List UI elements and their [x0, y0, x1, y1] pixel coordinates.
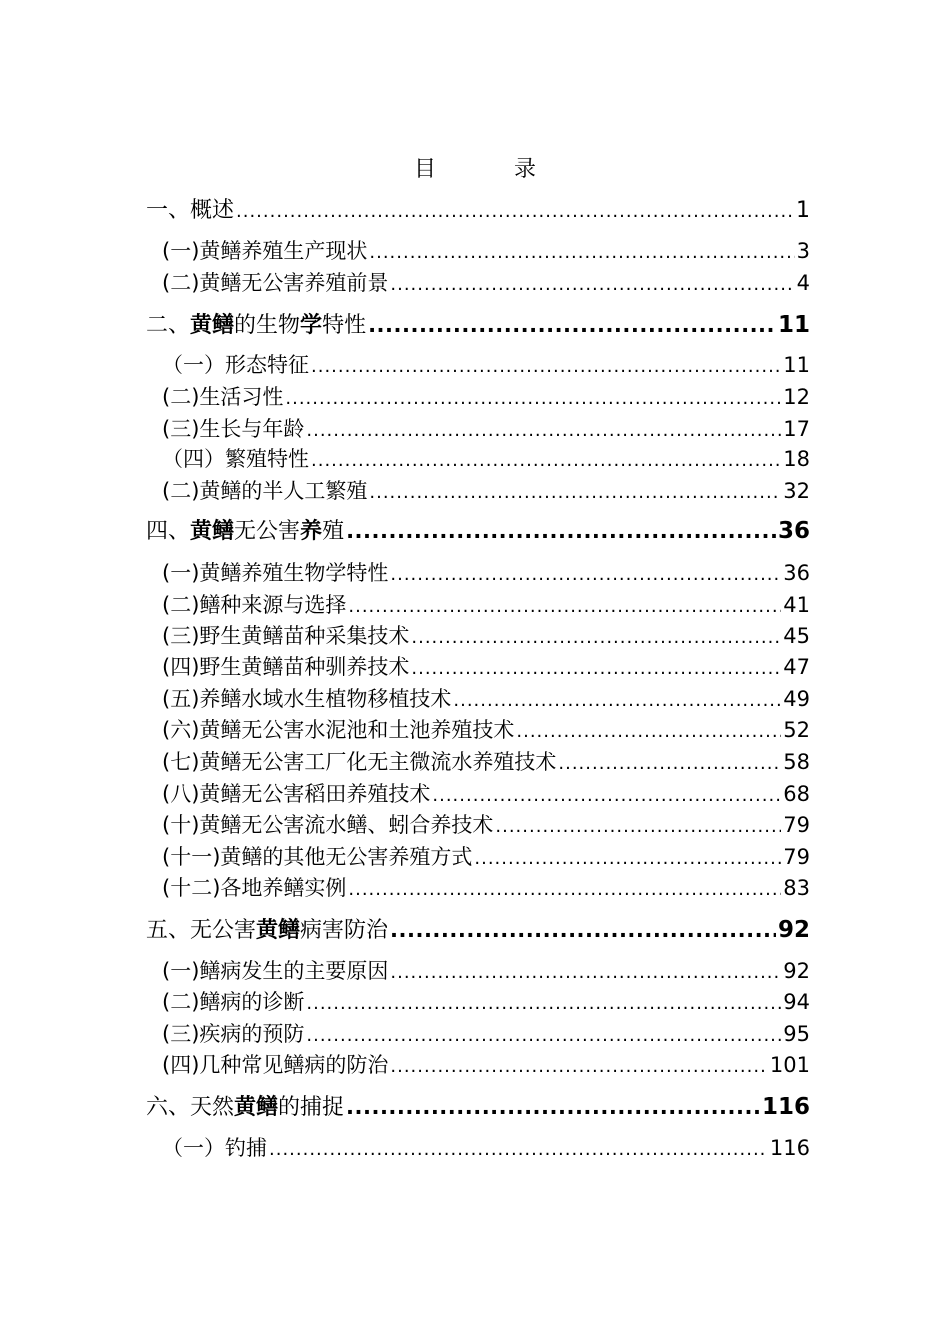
dot-leader [390, 270, 794, 300]
toc-entry-text: (六)黄鳝无公害水泥池和土池养殖技术 [162, 718, 515, 742]
toc-entry-label [162, 810, 493, 840]
toc-page-number: 94 [783, 990, 810, 1014]
dot-leader [348, 592, 781, 622]
toc-entry-text: (十)黄鳝无公害流水鳝、蚓合养技术 [162, 813, 494, 837]
toc-page-number: 79 [783, 845, 810, 869]
toc-page-number: 83 [783, 876, 810, 900]
dot-leader [432, 781, 781, 811]
toc-entry-label [162, 684, 451, 714]
dot-leader [495, 812, 781, 842]
toc-page-number: 11 [783, 353, 810, 377]
toc-entry-label [162, 1019, 304, 1049]
toc-entry-text: 的生物 [234, 313, 301, 338]
toc-entry-text: (四)几种常见鳝病的防治 [162, 1053, 389, 1077]
toc-entry-text: (二)黄鳝无公害养殖前景 [162, 271, 389, 295]
dot-leader [285, 384, 781, 414]
toc-entry-text: 六、天然 [146, 1095, 235, 1120]
toc-page-number: 49 [783, 687, 810, 711]
toc-entry-label [162, 621, 409, 651]
toc-entry-text: 无公害 [234, 519, 301, 544]
toc-section-entry[interactable] [162, 350, 810, 380]
toc-entry-text: (二)鳝种来源与选择 [162, 593, 347, 617]
toc-section-entry[interactable] [162, 558, 810, 588]
toc-entry-text: 一、概述 [146, 198, 235, 223]
toc-entry-text: 四、 [146, 519, 191, 544]
toc-page-number: 79 [783, 813, 810, 837]
toc-page-number: 11 [777, 312, 810, 338]
toc-page-number: 92 [783, 959, 810, 983]
dot-leader [411, 623, 781, 653]
toc-chapter-entry[interactable] [146, 310, 810, 340]
toc-entry-bold-text: 学 [300, 313, 323, 338]
dot-leader [311, 446, 781, 476]
toc-title: 目 录 [413, 157, 564, 182]
toc-page-number: 58 [783, 750, 810, 774]
toc-entry-text: (二)生活习性 [162, 385, 284, 409]
toc-entry-text: (三)生长与年龄 [162, 417, 305, 441]
toc-entry-label [146, 311, 366, 341]
toc-section-entry[interactable] [162, 956, 810, 986]
toc-entry-label [162, 268, 388, 298]
toc-entry-label [146, 196, 234, 226]
dot-leader [474, 844, 781, 874]
toc-section-entry[interactable] [162, 268, 810, 298]
toc-entry-bold-text: 养 [300, 519, 323, 544]
toc-entry-label [162, 779, 430, 809]
toc-page-number: 68 [783, 782, 810, 806]
toc-entry-text: (三)野生黄鳝苗种采集技术 [162, 624, 410, 648]
dot-leader [348, 875, 781, 905]
toc-entry-label [162, 1050, 388, 1080]
toc-entry-text: （四）繁殖特性 [162, 447, 309, 471]
toc-section-entry[interactable] [162, 1133, 810, 1163]
toc-entry-label [162, 747, 556, 777]
toc-section-entry[interactable] [162, 382, 810, 412]
toc-entry-text: 的捕捉 [278, 1095, 345, 1120]
toc-entry-bold-text: 黄鳝 [234, 1095, 279, 1120]
toc-chapter-entry[interactable] [146, 516, 810, 546]
dot-leader [236, 197, 794, 227]
toc-entry-text: （一）形态特征 [162, 353, 309, 377]
dot-leader [269, 1135, 768, 1165]
dot-leader [390, 915, 776, 945]
dot-leader [390, 958, 781, 988]
toc-section-entry[interactable] [162, 621, 810, 651]
toc-section-entry[interactable] [162, 747, 810, 777]
dot-leader [306, 1021, 781, 1051]
dot-leader [390, 560, 781, 590]
toc-entry-text: (四)野生黄鳝苗种驯养技术 [162, 655, 410, 679]
dot-leader [306, 989, 781, 1019]
toc-entry-text: (一)黄鳝养殖生产现状 [162, 239, 368, 263]
toc-entry-text: (十二)各地养鳝实例 [162, 876, 347, 900]
toc-entry-label [162, 873, 346, 903]
dot-leader [390, 1052, 768, 1082]
dot-leader [368, 310, 776, 340]
toc-entry-bold-text: 黄鳝 [190, 313, 235, 338]
toc-page-number: 1 [796, 198, 810, 223]
toc-section-entry[interactable] [162, 684, 810, 714]
toc-section-entry[interactable] [162, 236, 810, 266]
toc-page-number: 32 [783, 479, 810, 503]
toc-entry-text: 特性 [322, 313, 367, 338]
dot-leader [558, 749, 781, 779]
dot-leader [369, 478, 781, 508]
toc-section-entry[interactable] [162, 842, 810, 872]
toc-section-entry[interactable] [162, 590, 810, 620]
toc-entry-text: 病害防治 [300, 918, 389, 943]
dot-leader [453, 686, 781, 716]
toc-page-number: 3 [796, 239, 810, 263]
dot-leader [516, 717, 781, 747]
toc-page-number: 116 [761, 1094, 810, 1120]
toc-entry-label [162, 558, 388, 588]
toc-page-number: 45 [783, 624, 810, 648]
toc-entry-label [162, 715, 514, 745]
toc-entry-label [162, 1133, 267, 1163]
toc-page-number: 12 [783, 385, 810, 409]
dot-leader [369, 238, 794, 268]
toc-entry-text: (七)黄鳝无公害工厂化无主微流水养殖技术 [162, 750, 557, 774]
toc-chapter-entry[interactable] [146, 196, 810, 226]
toc-page-number: 41 [783, 593, 810, 617]
dot-leader [346, 1092, 760, 1122]
toc-entry-text: (十一)黄鳝的其他无公害养殖方式 [162, 845, 473, 869]
toc-entry-label [162, 590, 346, 620]
toc-entry-text: (八)黄鳝无公害稻田养殖技术 [162, 782, 431, 806]
toc-entry-text: 五、无公害 [146, 918, 257, 943]
toc-entry-text: 二、 [146, 313, 191, 338]
toc-page-number: 47 [783, 655, 810, 679]
toc-page-number: 18 [783, 447, 810, 471]
toc-entry-label [162, 414, 304, 444]
toc-entry-label [146, 916, 388, 946]
toc-entry-label [162, 444, 309, 474]
toc-entry-label [162, 652, 409, 682]
toc-entry-label [146, 1093, 344, 1123]
toc-page-number: 52 [783, 718, 810, 742]
toc-page-number: 36 [783, 561, 810, 585]
toc-entry-text: 殖 [322, 519, 345, 544]
toc-entry-text: (二)鳝病的诊断 [162, 990, 305, 1014]
toc-entry-bold-text: 黄鳝 [256, 918, 301, 943]
toc-section-entry[interactable] [162, 1019, 810, 1049]
toc-entry-text: (三)疾病的预防 [162, 1022, 305, 1046]
toc-entry-label [162, 476, 367, 506]
toc-entry-label [162, 350, 309, 380]
toc-section-entry[interactable] [162, 476, 810, 506]
toc-section-entry[interactable] [162, 715, 810, 745]
toc-entry-bold-text: 黄鳝 [190, 519, 235, 544]
toc-chapter-entry[interactable] [146, 915, 810, 945]
dot-leader [346, 516, 776, 546]
toc-section-entry[interactable] [162, 444, 810, 474]
toc-entry-text: (一)黄鳝养殖生物学特性 [162, 561, 389, 585]
toc-entry-text: (一)鳝病发生的主要原因 [162, 959, 389, 983]
toc-section-entry[interactable] [162, 873, 810, 903]
toc-entry-label [162, 236, 367, 266]
toc-entry-text: (二)黄鳝的半人工繁殖 [162, 479, 368, 503]
toc-entry-label [162, 842, 472, 872]
toc-chapter-entry[interactable] [146, 1092, 810, 1122]
toc-section-entry[interactable] [162, 652, 810, 682]
toc-page-number: 101 [769, 1053, 810, 1077]
toc-page-number: 92 [777, 917, 810, 943]
toc-page-number: 4 [796, 271, 810, 295]
toc-section-entry[interactable] [162, 779, 810, 809]
toc-entry-label [146, 517, 344, 547]
toc-entry-text: (五)养鳝水域水生植物移植技术 [162, 687, 452, 711]
toc-section-entry[interactable] [162, 987, 810, 1017]
toc-entry-label [162, 382, 283, 412]
toc-section-entry[interactable] [162, 810, 810, 840]
toc-section-entry[interactable] [162, 414, 810, 444]
toc-entry-label [162, 956, 388, 986]
toc-page-number: 95 [783, 1022, 810, 1046]
dot-leader [411, 654, 781, 684]
toc-page-number: 17 [783, 417, 810, 441]
toc-section-entry[interactable] [162, 1050, 810, 1080]
toc-entry-text: （一）钓捕 [162, 1136, 267, 1160]
dot-leader [306, 416, 781, 446]
toc-page-number: 116 [769, 1136, 810, 1160]
toc-page-number: 36 [777, 518, 810, 544]
toc-entry-label [162, 987, 304, 1017]
dot-leader [311, 352, 781, 382]
